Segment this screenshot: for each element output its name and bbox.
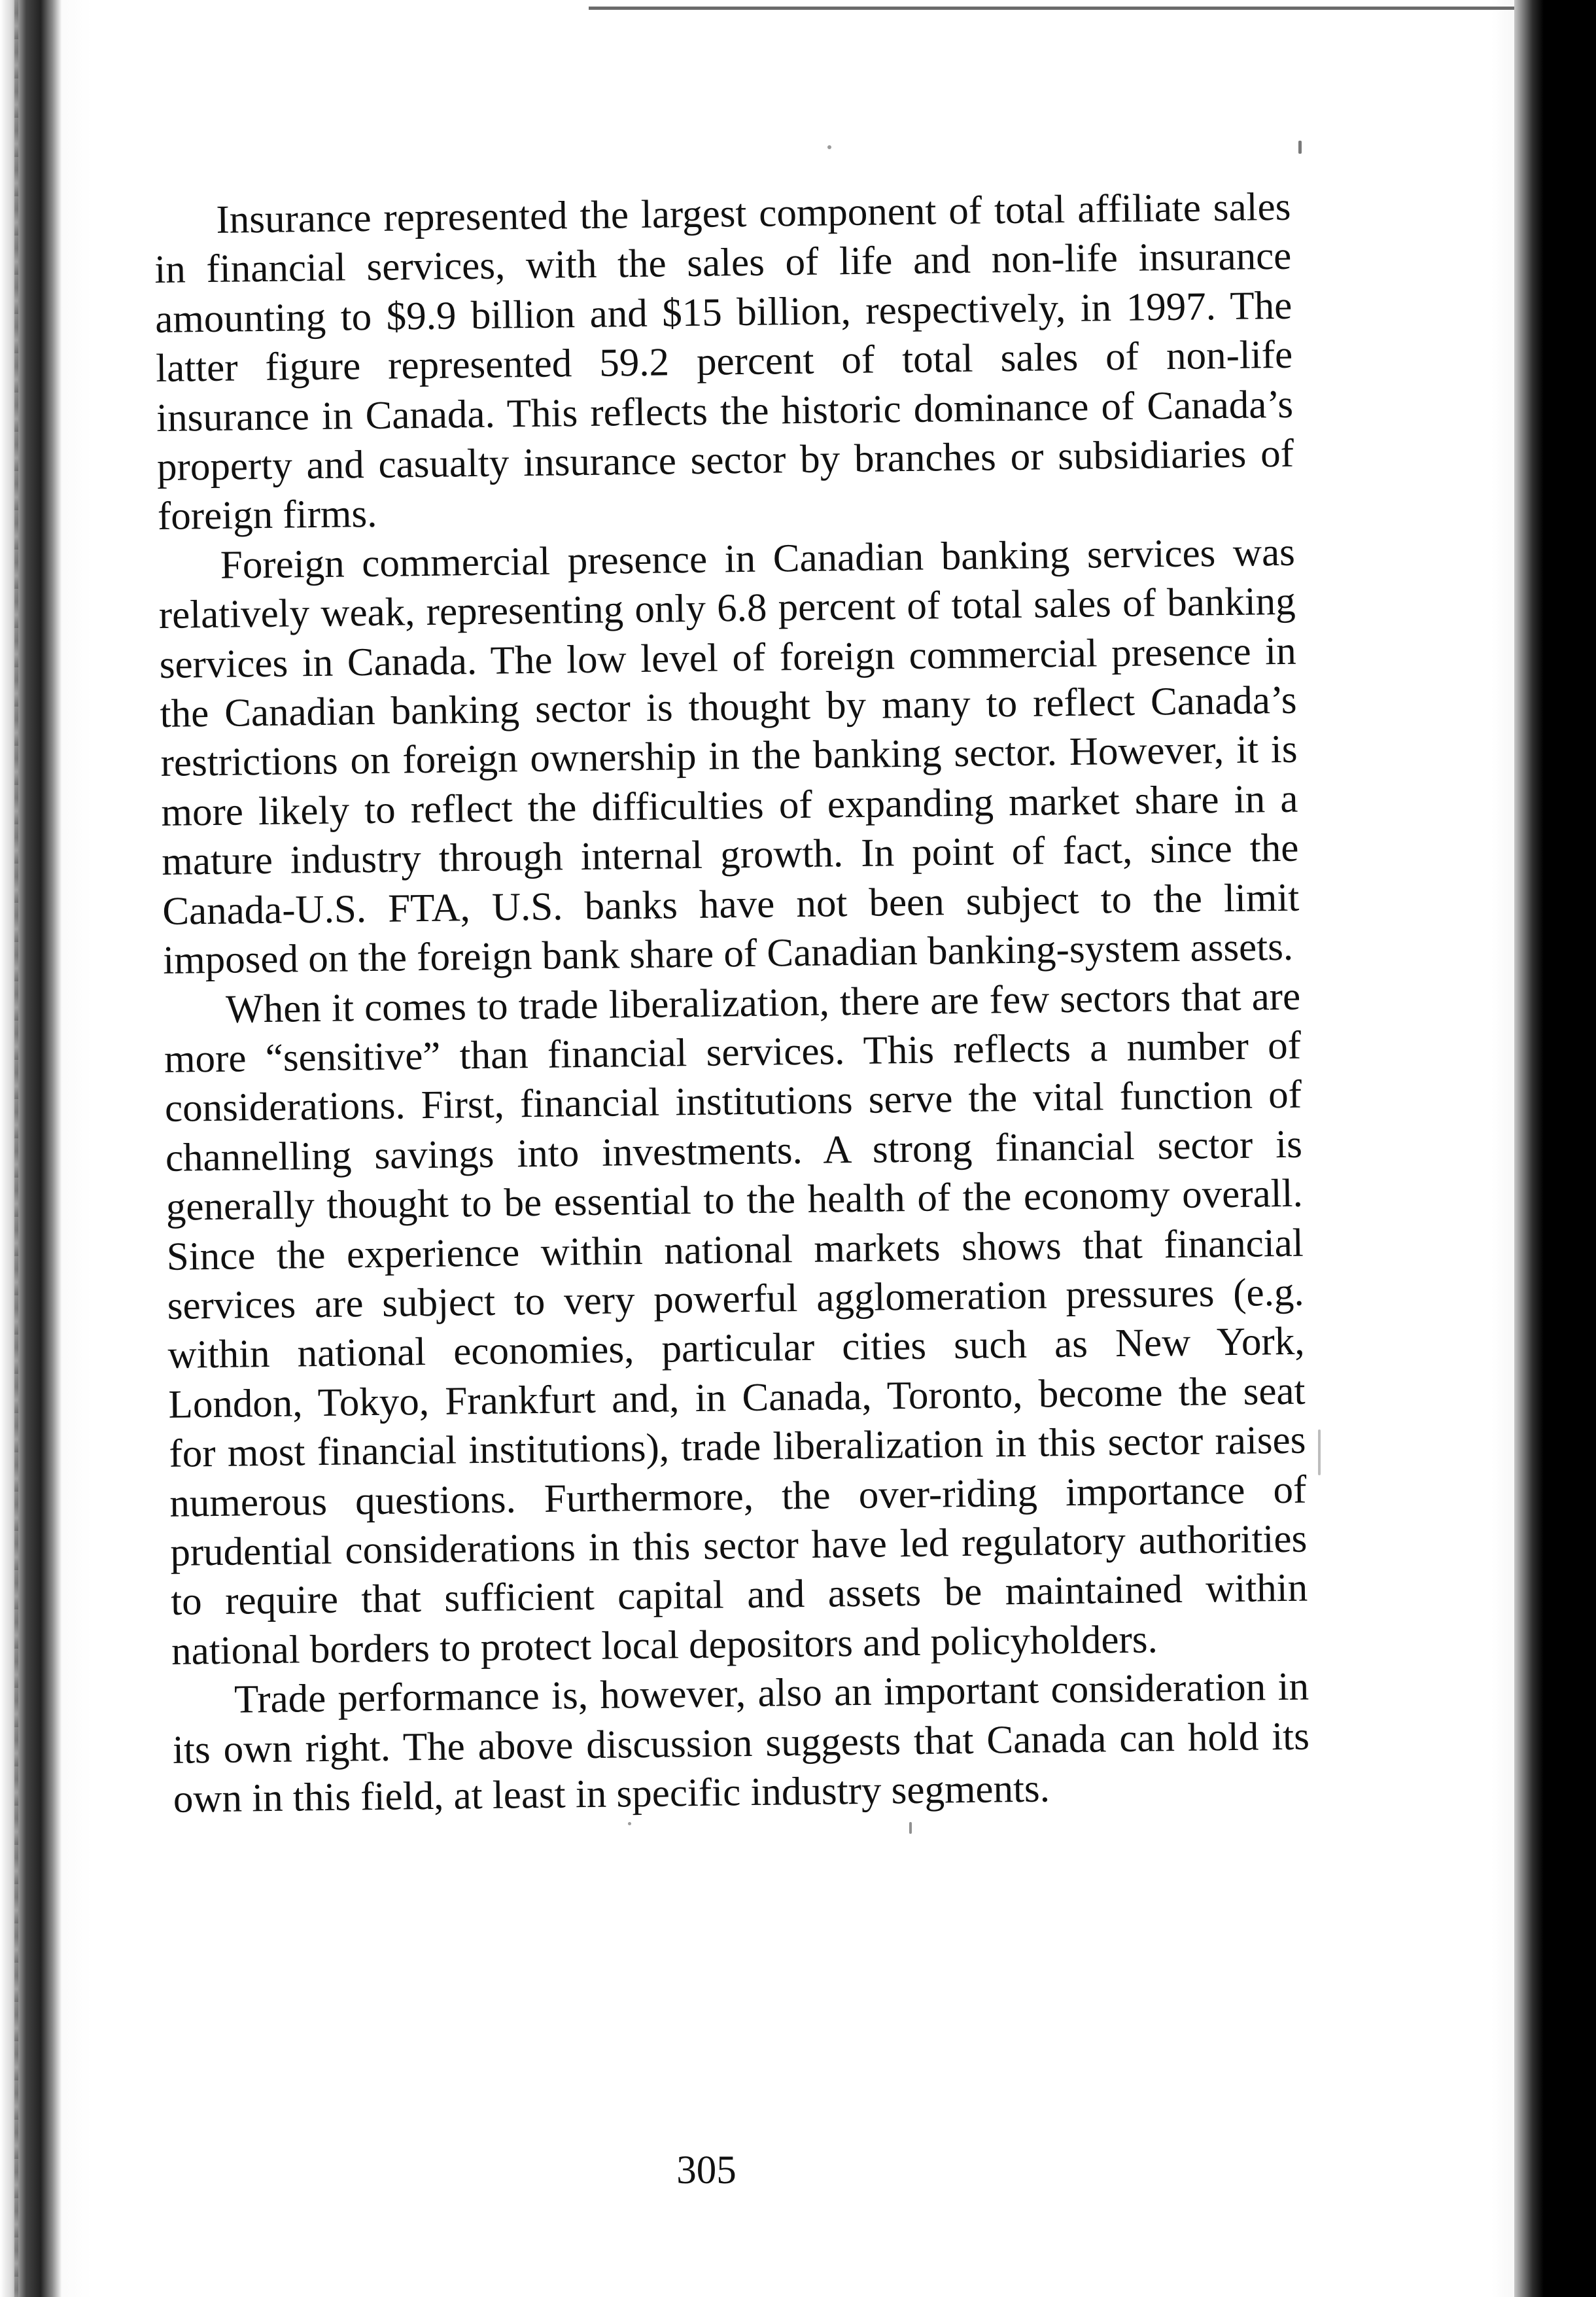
top-scan-edge [589, 7, 1550, 10]
paragraph-insurance: Insurance represented the largest component of total affiliate sales in financial services, with the sales of life and non-life insurance amounting to $9.9 billion and $15 billion, respectively, in 1997. The latter figure represented 59.2 percent of total sales of non-life insurance in Canada. This reflects the historic dominance of Canada’s property and casualty insurance sector by branches or subsidiaries of foreign firms. [154, 184, 1294, 539]
scan-speck [1318, 1429, 1321, 1475]
page-number: 305 [676, 2148, 737, 2192]
left-binding-shadow [0, 0, 62, 2297]
scan-speck [628, 1822, 631, 1825]
scan-speck [909, 1822, 912, 1834]
scan-speck [1298, 141, 1302, 154]
paragraph-banking: Foreign commercial presence in Canadian banking services was relatively weak, representing only 6.8 percent of total sales of banking services in Canada. The low level of foreign commercial presence in the Canadian banking sector is thought by many to reflect Canada’s restrictions on foreign ownership in the banking sector. However, it is more likely to reflect the difficulties of expanding market share in a mature industry through internal growth. In point of fact, since the Canada-U.S. FTA, U.S. banks have not been subject to the limit imposed on the foreign bank share of Canadian banking-system assets. [158, 530, 1300, 983]
right-edge-shadow [1514, 0, 1596, 2297]
paragraph-trade-liberalization: When it comes to trade liberalization, there are few sectors that are more “sensitive” than financial services. This reflects a number of considerations. First, financial institutions serve the vital function of channelling savings into investments. A strong financial sector is generally thought to be essential to the health of the economy overall. Since the experience within national markets shows that financial services are subject to very powerful agglomeration pressures (e.g. within national economies, particular cities such as New York, London, Tokyo, Frankfurt and, in Canada, Toronto, become the seat for most financial institutions), trade liberalization in this sector raises numerous questions. Furthermore, the over-riding importance of prudential considerations in this sector have led regulatory authorities to require that sufficient capital and assets be maintained within national borders to protect local depositors and policyholders. [164, 974, 1308, 1674]
scan-speck [827, 145, 831, 149]
paragraph-trade-performance: Trade performance is, however, also an important consideration in its own right. The above discussion suggests that Canada can hold its own in this field, at least in specific industry segments. [172, 1664, 1310, 1821]
body-text [154, 183, 1310, 1824]
